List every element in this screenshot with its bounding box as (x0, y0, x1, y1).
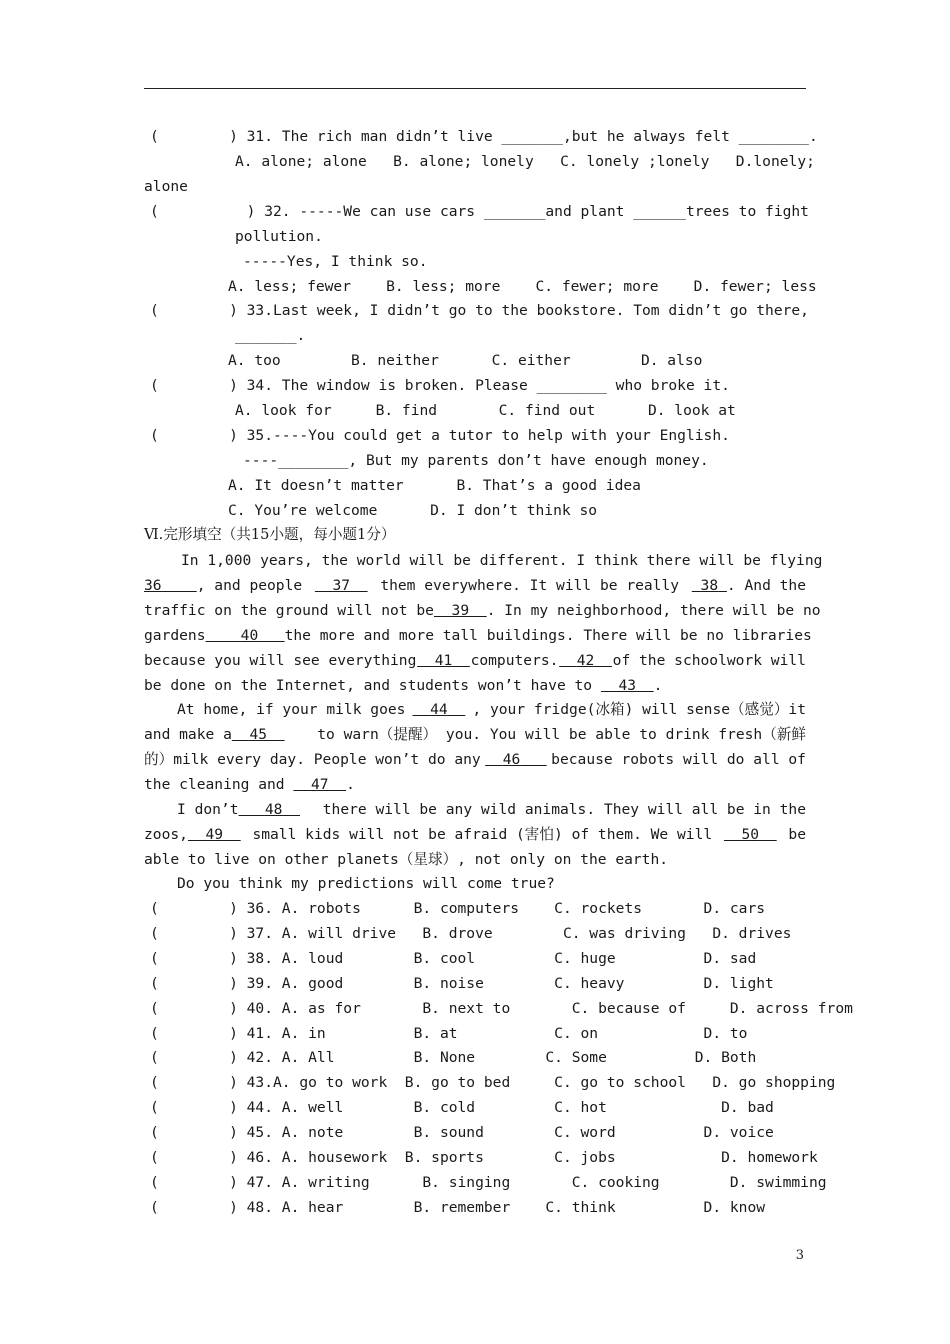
cloze-option-46: ( ) 46. A. housework B. sports C. jobs D. homework (150, 1149, 818, 1166)
passage-text: . In my neighborhood, there will be no (486, 602, 821, 619)
passage-line: In 1,000 years, the world will be different. I think there will be flying (181, 552, 823, 569)
passage-text: gardens (144, 627, 206, 644)
cloze-option-44: ( ) 44. A. well B. cold C. hot D. bad (150, 1099, 774, 1116)
passage-line: be done on the Internet, and students won’t have to 43 . (144, 677, 663, 694)
passage-line (144, 602, 821, 620)
cloze-option-39: ( ) 39. A. good B. noise C. heavy D. light (150, 975, 774, 992)
blank-43 (601, 677, 654, 694)
cloze-option-40: ( ) 40. A. as for B. next to C. because of D. across from (150, 1000, 853, 1017)
passage-text: there will be any wild animals. They will all be in the (322, 801, 806, 818)
page-number: 3 (795, 1248, 804, 1263)
question-33-options: A. too B. neither C. either D. also (228, 352, 703, 369)
passage-text: traffic on the ground will not be (144, 602, 434, 619)
question-35-options-b: C. You’re welcome D. I don’t think so (228, 502, 598, 519)
blank-39-number: 39 (451, 602, 470, 619)
question-32-options: A. less; fewer B. less; more C. fewer; more D. fewer; less (228, 278, 817, 295)
header-rule (144, 88, 806, 89)
question-32-stem: ( ) 32. -----We can use cars _______and plant ______trees to fight (150, 203, 809, 220)
passage-line (177, 701, 806, 719)
blank-49: zoos, 49 (144, 826, 224, 843)
blank-36: 36 , and people (144, 577, 303, 594)
blank-46 (485, 751, 547, 769)
passage-line (144, 826, 806, 844)
passage-text: small kids will not be afraid (害怕) of them. We will (252, 826, 713, 843)
question-34-options: A. look for B. find C. find out D. look at (235, 402, 736, 419)
question-35-reply: ----________, But my parents don’t have enough money. (243, 452, 709, 469)
q31-options-text: A. alone; alone B. alone; lonely C. lonely ;lonely D.lonely; (235, 153, 815, 170)
passage-text: , your fridge(冰箱) will sense（感觉）it (472, 701, 806, 718)
blank-42-number: 42 (576, 652, 595, 669)
passage-line (144, 652, 806, 670)
blank-40-number: 40 (240, 627, 259, 644)
blank-47 (293, 776, 346, 793)
passage-text: because you will see everything (144, 652, 417, 669)
question-33-stem-cont: _______. (235, 327, 306, 344)
passage-line: the cleaning and 47 . (144, 776, 355, 793)
question-32-stem-cont: pollution. (235, 228, 323, 245)
passage-line (177, 801, 806, 819)
passage-text: of the schoolwork will (612, 652, 806, 669)
blank-47-number: 47 (310, 776, 329, 793)
passage-text: At home, if your milk goes (177, 701, 406, 718)
cloze-option-48: ( ) 48. A. hear B. remember C. think D. know (150, 1199, 766, 1216)
blank-49-number: 49 (205, 826, 224, 843)
question-31-stem: ( ) 31. The rich man didn’t live _______,but he always felt ________. (150, 128, 818, 145)
passage-line (144, 577, 806, 595)
cloze-option-42: ( ) 42. A. All B. None C. Some D. Both (150, 1049, 757, 1066)
blank-42 (559, 652, 612, 670)
question-35-options-a: A. It doesn’t matter B. That’s a good idea (228, 477, 641, 494)
passage-line (144, 726, 806, 744)
cloze-option-41: ( ) 41. A. in B. at C. on D. to (150, 1025, 748, 1042)
blank-48-number: 48 (264, 801, 283, 818)
cloze-option-37: ( ) 37. A. will drive B. drove C. was driving D. drives (150, 925, 792, 942)
blank-44-number: 44 (430, 701, 448, 718)
blank-43-number: 43 (618, 677, 637, 694)
blank-38-number: 38 (700, 577, 719, 594)
blank-45-number: 45 (249, 726, 268, 743)
cloze-option-36: ( ) 36. A. robots B. computers C. rockets D. cars (150, 900, 766, 917)
blank-37-number: 37 (332, 577, 351, 594)
blank-39 (434, 602, 487, 620)
question-32-reply: -----Yes, I think so. (243, 253, 428, 270)
section-title: Ⅵ.完形填空（共15小题，每小题1分） (144, 526, 396, 543)
question-34-stem: ( ) 34. The window is broken. Please ________ who broke it. (150, 377, 730, 394)
passage-text: be (788, 826, 806, 843)
blank-40 (206, 627, 285, 645)
blank-50-number: 50 (741, 826, 760, 843)
cloze-option-45: ( ) 45. A. note B. sound C. word D. voice (150, 1124, 774, 1141)
blank-44 (413, 701, 466, 719)
passage-line (144, 751, 806, 769)
blank-38: 38 . And the (700, 577, 806, 594)
question-31-options-cont: alone (144, 178, 188, 195)
passage-text: to warn（提醒） you. You will be able to drink fresh（新鲜 (317, 726, 806, 743)
blank-36-number: 36 (144, 577, 162, 594)
passage-question: Do you think my predictions will come true? (177, 875, 555, 892)
question-31-options (235, 153, 815, 171)
cloze-option-47: ( ) 47. A. writing B. singing C. cooking D. swimming (150, 1174, 827, 1191)
blank-46-number: 46 (502, 751, 521, 768)
cloze-option-43: ( ) 43.A. go to work B. go to bed C. go to school D. go shopping (150, 1074, 836, 1091)
blank-37 (315, 577, 368, 595)
passage-text: computers. (470, 652, 559, 669)
blank-50 (724, 826, 777, 844)
blank-41 (417, 652, 470, 670)
passage-text: because robots will do all of (551, 751, 806, 768)
cloze-option-38: ( ) 38. A. loud B. cool C. huge D. sad (150, 950, 757, 967)
passage-text: 的）milk every day. People won’t do any (144, 751, 481, 768)
passage-text: them everywhere. It will be really (380, 577, 680, 594)
passage-text: the more and more tall buildings. There will be no libraries (284, 627, 812, 644)
blank-48: I don’t 48 (177, 801, 283, 818)
question-33-stem: ( ) 33.Last week, I didn’t go to the bookstore. Tom didn’t go there, (150, 302, 809, 319)
blank-41-number: 41 (434, 652, 453, 669)
passage-line (144, 627, 812, 645)
blank-45: and make a 45 (144, 726, 268, 743)
question-35-stem: ( ) 35.----You could get a tutor to help with your English. (150, 427, 730, 444)
passage-line: able to live on other planets（星球）, not only on the earth. (144, 851, 669, 868)
